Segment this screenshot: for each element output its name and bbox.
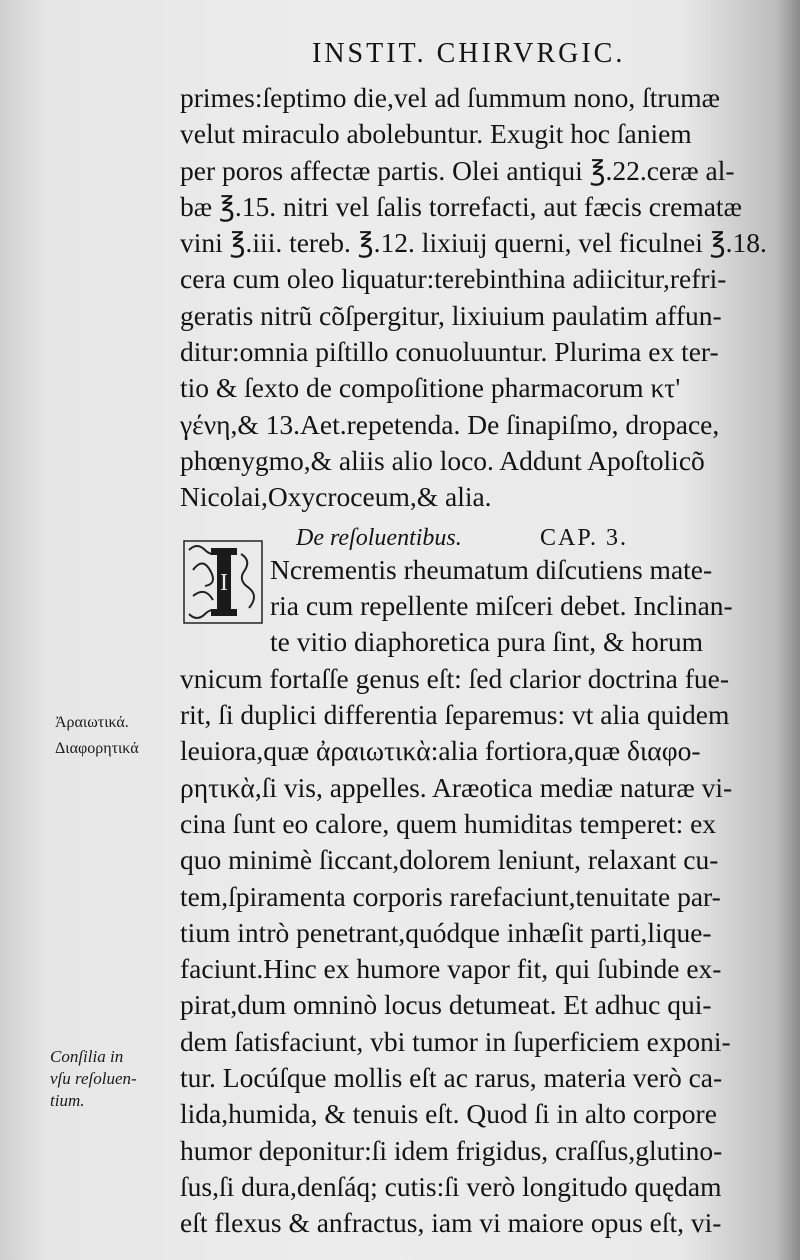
text-line: ſus,ſi dura,denſáq; cutis:ſi verò longitudo quędam (180, 1170, 722, 1202)
margin-greek-2: Διαφορητικά (55, 740, 139, 757)
margin-note-consilia (50, 1046, 137, 1112)
main-text (180, 80, 767, 1242)
decorated-initial-art (183, 540, 263, 624)
text-line: quo minimè ſiccant,dolorem leniunt, relaxant cu- (180, 844, 719, 876)
text-line: ria cum repellente miſceri debet. Inclinan- (270, 590, 733, 622)
text-line: ditur:omnia piſtillo conuoluuntur. Plurima ex ter- (180, 336, 719, 368)
text-line: primes:ſeptimo die,vel ad ſummum nono, ſtrumæ (180, 82, 721, 113)
text-line: faciunt.Hinc ex humore vapor fit, qui ſubinde ex- (180, 953, 722, 985)
decorated-initial (183, 540, 263, 624)
margin-greek-1: Ἀραιωτικά. (55, 714, 129, 731)
text-line: Ncrementis rheumatum diſcutiens mate- (270, 553, 713, 585)
text-line: per poros affectæ partis. Olei antiqui ℥.22.ceræ al- (180, 154, 735, 186)
text-line: vnicum fortaſſe genus eſt: ſed clarior doctrina fue- (180, 662, 730, 694)
text-line: dem ſatisfaciunt, vbi tumor in ſuperficiem exponi- (180, 1025, 731, 1057)
text-line: eſt flexus & anfractus, iam vi maiore opus eſt, vi- (180, 1207, 722, 1239)
text-line: bæ ℥.15. nitri vel ſalis torrefacti, aut fæcis crematæ (180, 190, 742, 222)
text-line: humor deponitur:ſi idem frigidus, craſſus,glutino- (180, 1134, 723, 1166)
text-line: phœnygmo,& aliis alio loco. Addunt Apoſtolicõ (180, 444, 705, 476)
running-title: INSTIT. CHIRVRGIC. (312, 38, 626, 69)
text-line: Nicolai,Oxycroceum,& alia. (180, 481, 492, 513)
margin-note-line: tium. (50, 1091, 85, 1110)
margin-note-line: Conſilia in (50, 1047, 124, 1066)
text-line: lida,humida, & tenuis eſt. Quod ſi in alto corpore (180, 1098, 717, 1130)
text-line: cera cum oleo liquatur:terebinthina adiicitur,refri- (180, 263, 727, 295)
chapter-number: CAP. 3. (540, 524, 629, 551)
svg-text:I: I (220, 570, 228, 596)
text-line: tium intrò penetrant,quódque inhæſit parti,lique- (180, 916, 712, 948)
chapter-heading (180, 516, 760, 552)
text-line: leuiora,quæ ἀραιωτικὰ:alia fortiora,quæ διαφο- (180, 735, 701, 767)
text-line: geratis nitrũ cõſpergitur, lixiuium paulatim affun- (180, 299, 722, 331)
text-line: tur. Locúſque mollis eſt ac rarus, materia verò ca- (180, 1062, 723, 1094)
text-line: vini ℥.iii. tereb. ℥.12. lixiuij querni, vel ficulnei ℥.18. (180, 227, 767, 259)
text-line: tem,ſpiramenta corporis rarefaciunt,tenuitate par- (180, 880, 721, 912)
text-line: ρητικὰ,ſi vis, appelles. Aræotica mediæ naturæ vi- (180, 771, 733, 803)
text-line: velut miraculo abolebuntur. Exugit hoc ſaniem (180, 118, 692, 150)
text-line: γένη,& 13.Aet.repetenda. De ſinapiſmo, dropace, (180, 408, 720, 440)
margin-note-greek (55, 712, 139, 760)
text-line: tio & ſexto de compoſitione pharmacorum κτ' (180, 372, 681, 404)
margin-note-line: vſu reſoluen- (50, 1069, 137, 1088)
text-line: pirat,dum omninò locus detumeat. Et adhuc qui- (180, 989, 712, 1021)
text-line: te vitio diaphoretica pura ſint, & horum (270, 626, 704, 658)
chapter-title: De reſoluentibus. (296, 524, 462, 551)
text-line: rit, ſi duplici differentia ſeparemus: vt alia quidem (180, 699, 730, 731)
text-line: cina ſunt eo calore, quem humiditas temperet: ex (180, 807, 717, 839)
